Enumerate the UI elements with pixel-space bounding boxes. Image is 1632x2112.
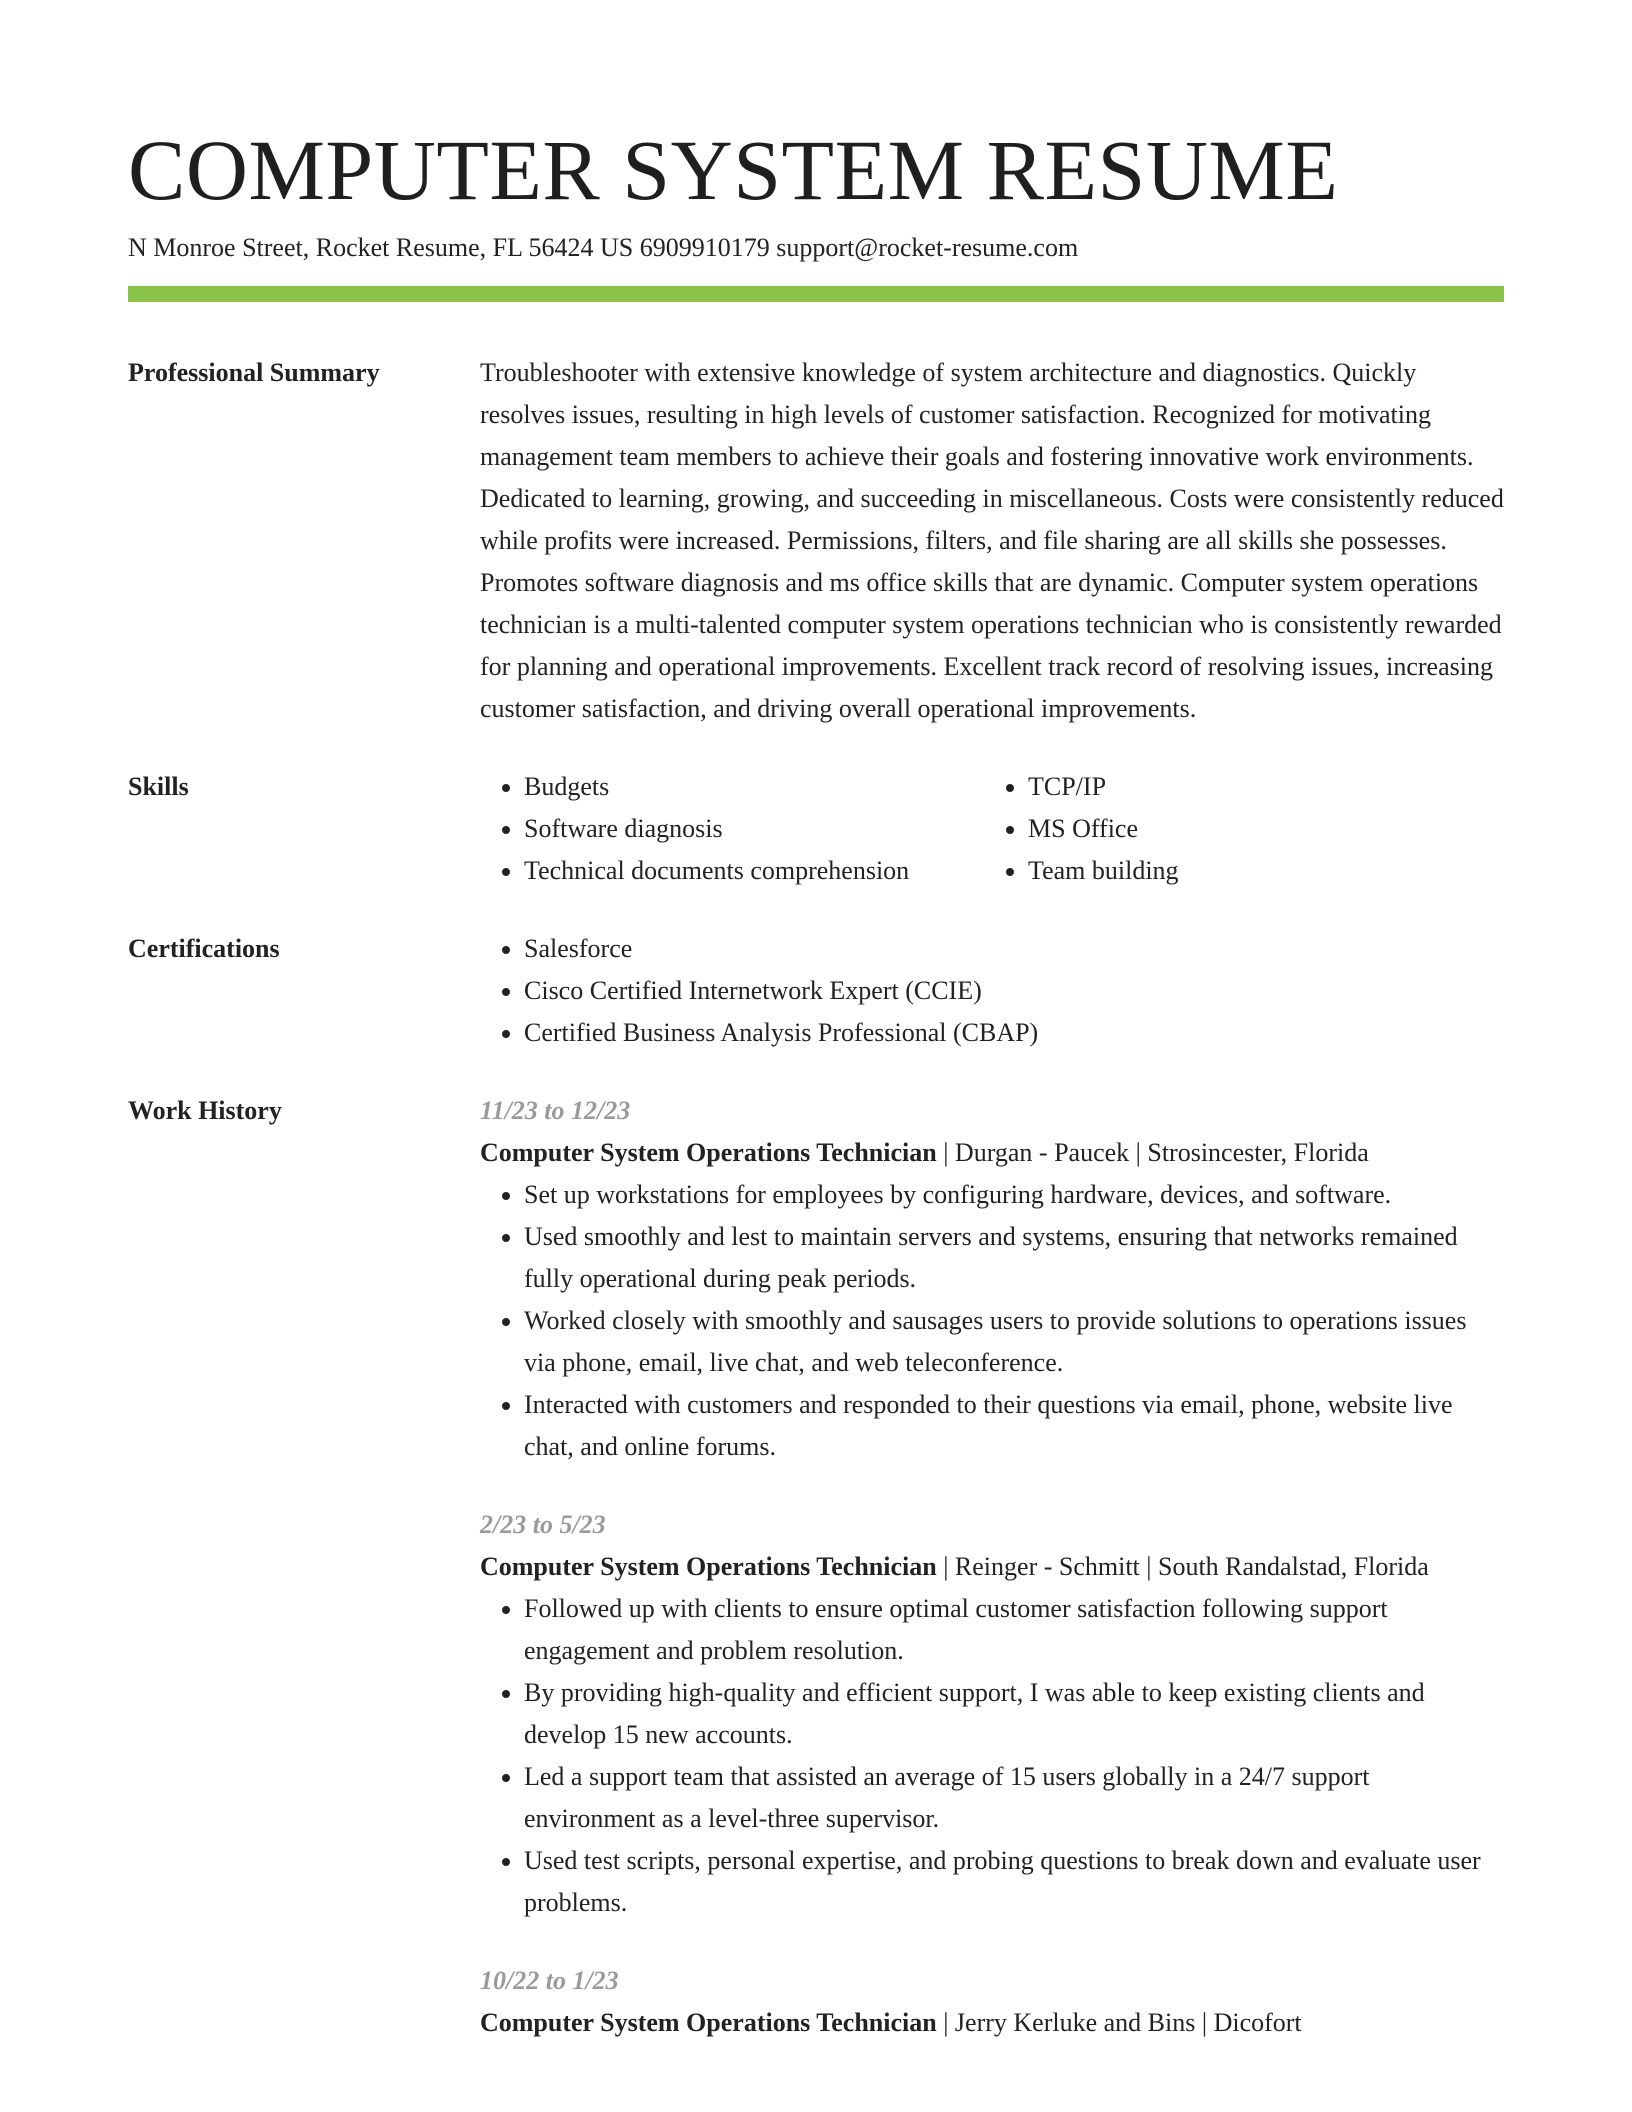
job-bullet: • Used smoothly and lest to maintain servers and systems, ensuring that networks remained fully operational during peak periods. <box>524 1216 1504 1300</box>
skills-list-left <box>480 766 984 892</box>
job-bullet: • Set up workstations for employees by configuring hardware, devices, and software. <box>524 1174 1504 1216</box>
skills-list-right <box>984 766 1528 892</box>
resume-title: COMPUTER SYSTEM RESUME <box>128 122 1339 218</box>
skill-item: • Software diagnosis <box>524 808 984 850</box>
job-title: Computer System Operations Technician <box>480 1138 937 1167</box>
job-heading <box>480 1546 1504 1588</box>
job-bullet: • Worked closely with smoothly and sausages users to provide solutions to operations issues via phone, email, live chat, and web teleconference. <box>524 1300 1504 1384</box>
job-title: Computer System Operations Technician <box>480 2008 937 2037</box>
job-details: | Jerry Kerluke and Bins | Dicofort <box>936 2008 1302 2037</box>
job-bullet: • Interacted with customers and responded to their questions via email, phone, website live chat, and online forums. <box>524 1384 1504 1468</box>
job-entry <box>480 1960 1504 2044</box>
job-details: | Reinger - Schmitt | South Randalstad, Florida <box>936 1552 1429 1581</box>
job-bullet: • Followed up with clients to ensure optimal customer satisfaction following support engagement and problem resolution. <box>524 1588 1504 1672</box>
job-bullet: • Led a support team that assisted an average of 15 users globally in a 24/7 support environment as a level-three supervisor. <box>524 1756 1504 1840</box>
work-history-section <box>128 1090 1504 2080</box>
job-date: 2/23 to 5/23 <box>480 1510 606 1539</box>
contact-line: N Monroe Street, Rocket Resume, FL 56424 US 6909910179 support@rocket-resume.com <box>128 233 1079 262</box>
section-label-skills: Skills <box>128 772 189 801</box>
job-bullet-list <box>480 1588 1504 1924</box>
skill-item: • TCP/IP <box>1028 766 1528 808</box>
job-bullet-list <box>480 1174 1504 1468</box>
certifications-list <box>480 928 1504 1054</box>
certification-item: • Salesforce <box>524 928 1504 970</box>
job-bullet: • Used test scripts, personal expertise, and probing questions to break down and evaluate user problems. <box>524 1840 1504 1924</box>
summary-section <box>128 352 1504 730</box>
job-heading <box>480 2002 1504 2044</box>
certifications-section <box>128 928 1504 1054</box>
job-date: 11/23 to 12/23 <box>480 1096 631 1125</box>
job-entry <box>480 1504 1504 1924</box>
section-label-work-history: Work History <box>128 1096 282 1125</box>
header-divider <box>128 286 1504 302</box>
skills-section <box>128 766 1504 892</box>
skill-item: • Technical documents comprehension <box>524 850 984 892</box>
job-date: 10/22 to 1/23 <box>480 1966 619 1995</box>
job-heading <box>480 1132 1504 1174</box>
resume-page <box>128 120 1504 2080</box>
job-details: | Durgan - Paucek | Strosincester, Florida <box>936 1138 1369 1167</box>
section-label-certifications: Certifications <box>128 934 280 963</box>
certification-item: • Cisco Certified Internetwork Expert (CCIE) <box>524 970 1504 1012</box>
job-entry <box>480 1090 1504 1468</box>
summary-text: Troubleshooter with extensive knowledge of system architecture and diagnostics. Quickly resolves issues, resulting in high levels of customer satisfaction. Recognized for motivating management team members to achieve their goals and fostering innovative work environments. Dedicated to learning, growing, and succeeding in miscellaneous. Costs were consistently reduced while profits were increased. Permissions, filters, and file sharing are all skills she possesses. Promotes software diagnosis and ms office skills that are dynamic. Computer system operations technician is a multi-talented computer system operations technician who is consistently rewarded for planning and operational improvements. Excellent track record of resolving issues, increasing customer satisfaction, and driving overall operational improvements. <box>480 358 1504 723</box>
skill-item: • Budgets <box>524 766 984 808</box>
certification-item: • Certified Business Analysis Professional (CBAP) <box>524 1012 1504 1054</box>
skill-item: • MS Office <box>1028 808 1528 850</box>
section-label-summary: Professional Summary <box>128 358 380 387</box>
skill-item: • Team building <box>1028 850 1528 892</box>
job-bullet: • By providing high-quality and efficient support, I was able to keep existing clients and develop 15 new accounts. <box>524 1672 1504 1756</box>
job-title: Computer System Operations Technician <box>480 1552 937 1581</box>
